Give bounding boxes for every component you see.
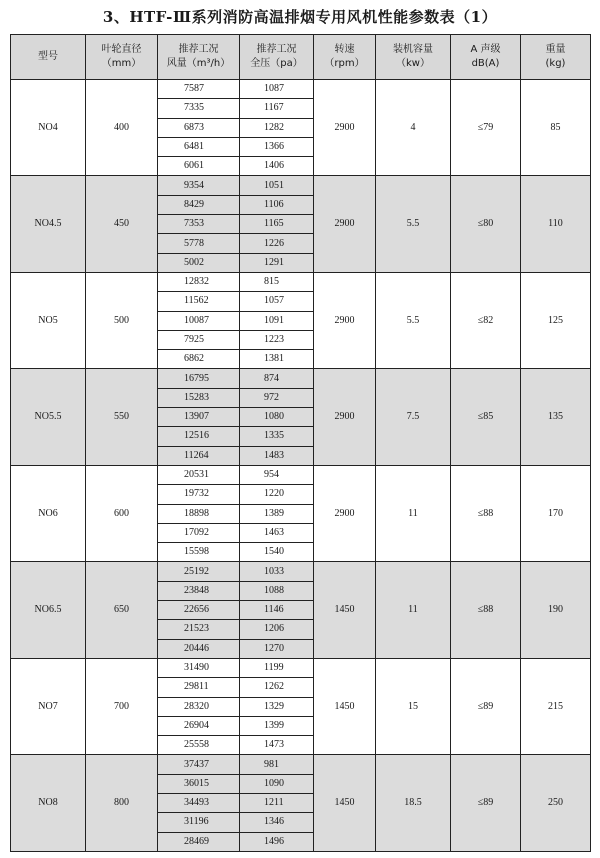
table-row — [11, 369, 591, 388]
flow-cell: 36015 — [158, 774, 240, 793]
pressure-cell: 1329 — [240, 697, 314, 716]
noise-cell: ≤79 — [451, 80, 521, 176]
model-cell: NO7 — [11, 658, 86, 754]
weight-cell: 85 — [521, 80, 591, 176]
flow-cell: 11562 — [158, 292, 240, 311]
flow-cell: 22656 — [158, 601, 240, 620]
performance-table — [10, 34, 591, 852]
pressure-cell: 1220 — [240, 485, 314, 504]
pressure-cell: 1087 — [240, 80, 314, 99]
table-body — [11, 80, 591, 852]
weight-cell: 110 — [521, 176, 591, 272]
diameter-cell: 600 — [86, 465, 158, 561]
diameter-cell: 400 — [86, 80, 158, 176]
flow-cell: 20446 — [158, 639, 240, 658]
pressure-cell: 1282 — [240, 118, 314, 137]
pressure-cell: 1091 — [240, 311, 314, 330]
table-row — [11, 176, 591, 195]
pressure-cell: 1090 — [240, 774, 314, 793]
weight-cell: 215 — [521, 658, 591, 754]
power-cell: 15 — [376, 658, 451, 754]
pressure-cell: 1399 — [240, 716, 314, 735]
pressure-cell: 1057 — [240, 292, 314, 311]
flow-cell: 8429 — [158, 195, 240, 214]
table-header-row — [11, 35, 591, 80]
diameter-cell: 800 — [86, 755, 158, 851]
pressure-cell: 815 — [240, 272, 314, 291]
model-cell: NO4.5 — [11, 176, 86, 272]
power-cell: 5.5 — [376, 176, 451, 272]
pressure-cell: 1366 — [240, 137, 314, 156]
model-cell: NO5 — [11, 272, 86, 368]
weight-cell: 170 — [521, 465, 591, 561]
speed-cell: 2900 — [314, 80, 376, 176]
flow-cell: 25558 — [158, 736, 240, 755]
power-cell: 11 — [376, 465, 451, 561]
header-noise: A 声级 dB(A) — [451, 35, 521, 80]
pressure-cell: 1106 — [240, 195, 314, 214]
flow-cell: 34493 — [158, 793, 240, 812]
speed-cell: 2900 — [314, 272, 376, 368]
flow-cell: 29811 — [158, 678, 240, 697]
noise-cell: ≤88 — [451, 465, 521, 561]
flow-cell: 16795 — [158, 369, 240, 388]
noise-cell: ≤85 — [451, 369, 521, 465]
table-row — [11, 562, 591, 581]
page-title: 3、HTF-Ⅲ系列消防高温排烟专用风机性能参数表（1） — [102, 8, 498, 26]
weight-cell: 125 — [521, 272, 591, 368]
flow-cell: 12516 — [158, 427, 240, 446]
pressure-cell: 1199 — [240, 658, 314, 677]
flow-cell: 7335 — [158, 99, 240, 118]
flow-cell: 19732 — [158, 485, 240, 504]
pressure-cell: 1146 — [240, 601, 314, 620]
power-cell: 11 — [376, 562, 451, 658]
table-row — [11, 80, 591, 99]
flow-cell: 15598 — [158, 543, 240, 562]
power-cell: 7.5 — [376, 369, 451, 465]
flow-cell: 12832 — [158, 272, 240, 291]
pressure-cell: 1165 — [240, 215, 314, 234]
pressure-cell: 1211 — [240, 793, 314, 812]
flow-cell: 6481 — [158, 137, 240, 156]
flow-cell: 28469 — [158, 832, 240, 851]
flow-cell: 21523 — [158, 620, 240, 639]
model-cell: NO6.5 — [11, 562, 86, 658]
model-cell: NO6 — [11, 465, 86, 561]
header-speed: 转速 （rpm） — [314, 35, 376, 80]
header-power: 装机容量 （kw） — [376, 35, 451, 80]
flow-cell: 13907 — [158, 408, 240, 427]
flow-cell: 18898 — [158, 504, 240, 523]
flow-cell: 37437 — [158, 755, 240, 774]
flow-cell: 7925 — [158, 330, 240, 349]
power-cell: 4 — [376, 80, 451, 176]
flow-cell: 10087 — [158, 311, 240, 330]
diameter-cell: 450 — [86, 176, 158, 272]
flow-cell: 7353 — [158, 215, 240, 234]
pressure-cell: 1496 — [240, 832, 314, 851]
power-cell: 18.5 — [376, 755, 451, 851]
flow-cell: 15283 — [158, 388, 240, 407]
flow-cell: 11264 — [158, 446, 240, 465]
noise-cell: ≤80 — [451, 176, 521, 272]
pressure-cell: 1463 — [240, 523, 314, 542]
pressure-cell: 1206 — [240, 620, 314, 639]
pressure-cell: 954 — [240, 465, 314, 484]
flow-cell: 5002 — [158, 253, 240, 272]
pressure-cell: 1262 — [240, 678, 314, 697]
pressure-cell: 1291 — [240, 253, 314, 272]
pressure-cell: 1406 — [240, 157, 314, 176]
speed-cell: 1450 — [314, 658, 376, 754]
speed-cell: 2900 — [314, 369, 376, 465]
pressure-cell: 1080 — [240, 408, 314, 427]
speed-cell: 1450 — [314, 755, 376, 851]
pressure-cell: 1483 — [240, 446, 314, 465]
model-cell: NO5.5 — [11, 369, 86, 465]
header-diameter: 叶轮直径 （mm） — [86, 35, 158, 80]
model-cell: NO4 — [11, 80, 86, 176]
pressure-cell: 1346 — [240, 813, 314, 832]
pressure-cell: 981 — [240, 755, 314, 774]
flow-cell: 25192 — [158, 562, 240, 581]
header-weight: 重量 (kg) — [521, 35, 591, 80]
table-row — [11, 272, 591, 291]
diameter-cell: 650 — [86, 562, 158, 658]
flow-cell: 31196 — [158, 813, 240, 832]
flow-cell: 6061 — [158, 157, 240, 176]
diameter-cell: 700 — [86, 658, 158, 754]
speed-cell: 2900 — [314, 465, 376, 561]
pressure-cell: 1473 — [240, 736, 314, 755]
pressure-cell: 1088 — [240, 581, 314, 600]
flow-cell: 20531 — [158, 465, 240, 484]
weight-cell: 250 — [521, 755, 591, 851]
weight-cell: 190 — [521, 562, 591, 658]
pressure-cell: 1270 — [240, 639, 314, 658]
pressure-cell: 1335 — [240, 427, 314, 446]
flow-cell: 7587 — [158, 80, 240, 99]
flow-cell: 6873 — [158, 118, 240, 137]
flow-cell: 23848 — [158, 581, 240, 600]
power-cell: 5.5 — [376, 272, 451, 368]
speed-cell: 2900 — [314, 176, 376, 272]
flow-cell: 28320 — [158, 697, 240, 716]
noise-cell: ≤89 — [451, 658, 521, 754]
flow-cell: 17092 — [158, 523, 240, 542]
table-row — [11, 755, 591, 774]
flow-cell: 6862 — [158, 350, 240, 369]
pressure-cell: 1226 — [240, 234, 314, 253]
weight-cell: 135 — [521, 369, 591, 465]
model-cell: NO8 — [11, 755, 86, 851]
header-model: 型号 — [11, 35, 86, 80]
table-row — [11, 658, 591, 677]
flow-cell: 5778 — [158, 234, 240, 253]
pressure-cell: 1389 — [240, 504, 314, 523]
diameter-cell: 500 — [86, 272, 158, 368]
noise-cell: ≤88 — [451, 562, 521, 658]
noise-cell: ≤89 — [451, 755, 521, 851]
pressure-cell: 1540 — [240, 543, 314, 562]
pressure-cell: 874 — [240, 369, 314, 388]
pressure-cell: 1167 — [240, 99, 314, 118]
diameter-cell: 550 — [86, 369, 158, 465]
noise-cell: ≤82 — [451, 272, 521, 368]
flow-cell: 26904 — [158, 716, 240, 735]
pressure-cell: 1381 — [240, 350, 314, 369]
flow-cell: 9354 — [158, 176, 240, 195]
pressure-cell: 972 — [240, 388, 314, 407]
pressure-cell: 1033 — [240, 562, 314, 581]
speed-cell: 1450 — [314, 562, 376, 658]
pressure-cell: 1051 — [240, 176, 314, 195]
header-pressure: 推荐工况 全压（pa） — [240, 35, 314, 80]
header-flow: 推荐工况 风量（m³/h） — [158, 35, 240, 80]
pressure-cell: 1223 — [240, 330, 314, 349]
flow-cell: 31490 — [158, 658, 240, 677]
table-row — [11, 465, 591, 484]
